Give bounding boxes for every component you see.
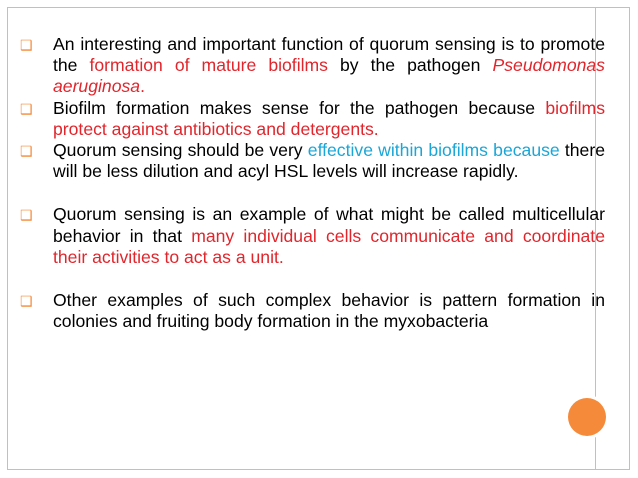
bullet-2-highlight: biofilms protect against antibiotics and detergents. bbox=[53, 97, 605, 139]
bullet-5-text: Other examples of such complex behavior is pattern formation in colonies and fruiting body formation in the myxobacteria bbox=[53, 290, 605, 332]
bullet-1-text: An interesting and important function of quorum sensing is to promote the bbox=[53, 34, 605, 76]
square-bullet-icon: ❑ bbox=[20, 143, 33, 160]
bullet-item-1 bbox=[20, 34, 605, 98]
bullet-1-text-2: by the pathogen bbox=[327, 55, 493, 76]
bullet-1-species: Pseudomonas aeruginosa bbox=[53, 55, 605, 97]
bullet-item-3 bbox=[20, 140, 605, 182]
decorative-circle bbox=[568, 398, 606, 436]
bullet-3-highlight: effective within biofilms because bbox=[307, 140, 560, 161]
bullet-item-2 bbox=[20, 98, 605, 140]
bullet-4-text: Quorum sensing is an example of what might be called multicellular behavior in that bbox=[53, 204, 605, 246]
square-bullet-icon: ❑ bbox=[20, 293, 33, 310]
bullet-3-text: Quorum sensing should be very bbox=[53, 140, 308, 161]
bullet-item-4 bbox=[20, 204, 605, 268]
bullet-2-text: Biofilm formation makes sense for the pathogen because bbox=[53, 97, 546, 118]
square-bullet-icon: ❑ bbox=[20, 207, 33, 224]
bullet-1-highlight: formation of mature biofilms bbox=[89, 55, 328, 76]
bullet-3-text-2: there will be less dilution and acyl HSL levels will increase rapidly. bbox=[53, 140, 605, 182]
bullet-list bbox=[20, 34, 605, 332]
square-bullet-icon: ❑ bbox=[20, 100, 33, 117]
bullet-4-highlight: many individual cells communicate and coordinate their activities to act as a unit. bbox=[53, 225, 605, 267]
square-bullet-icon: ❑ bbox=[20, 37, 33, 53]
bullet-item-5 bbox=[20, 290, 605, 332]
bullet-1-period: . bbox=[140, 76, 145, 97]
